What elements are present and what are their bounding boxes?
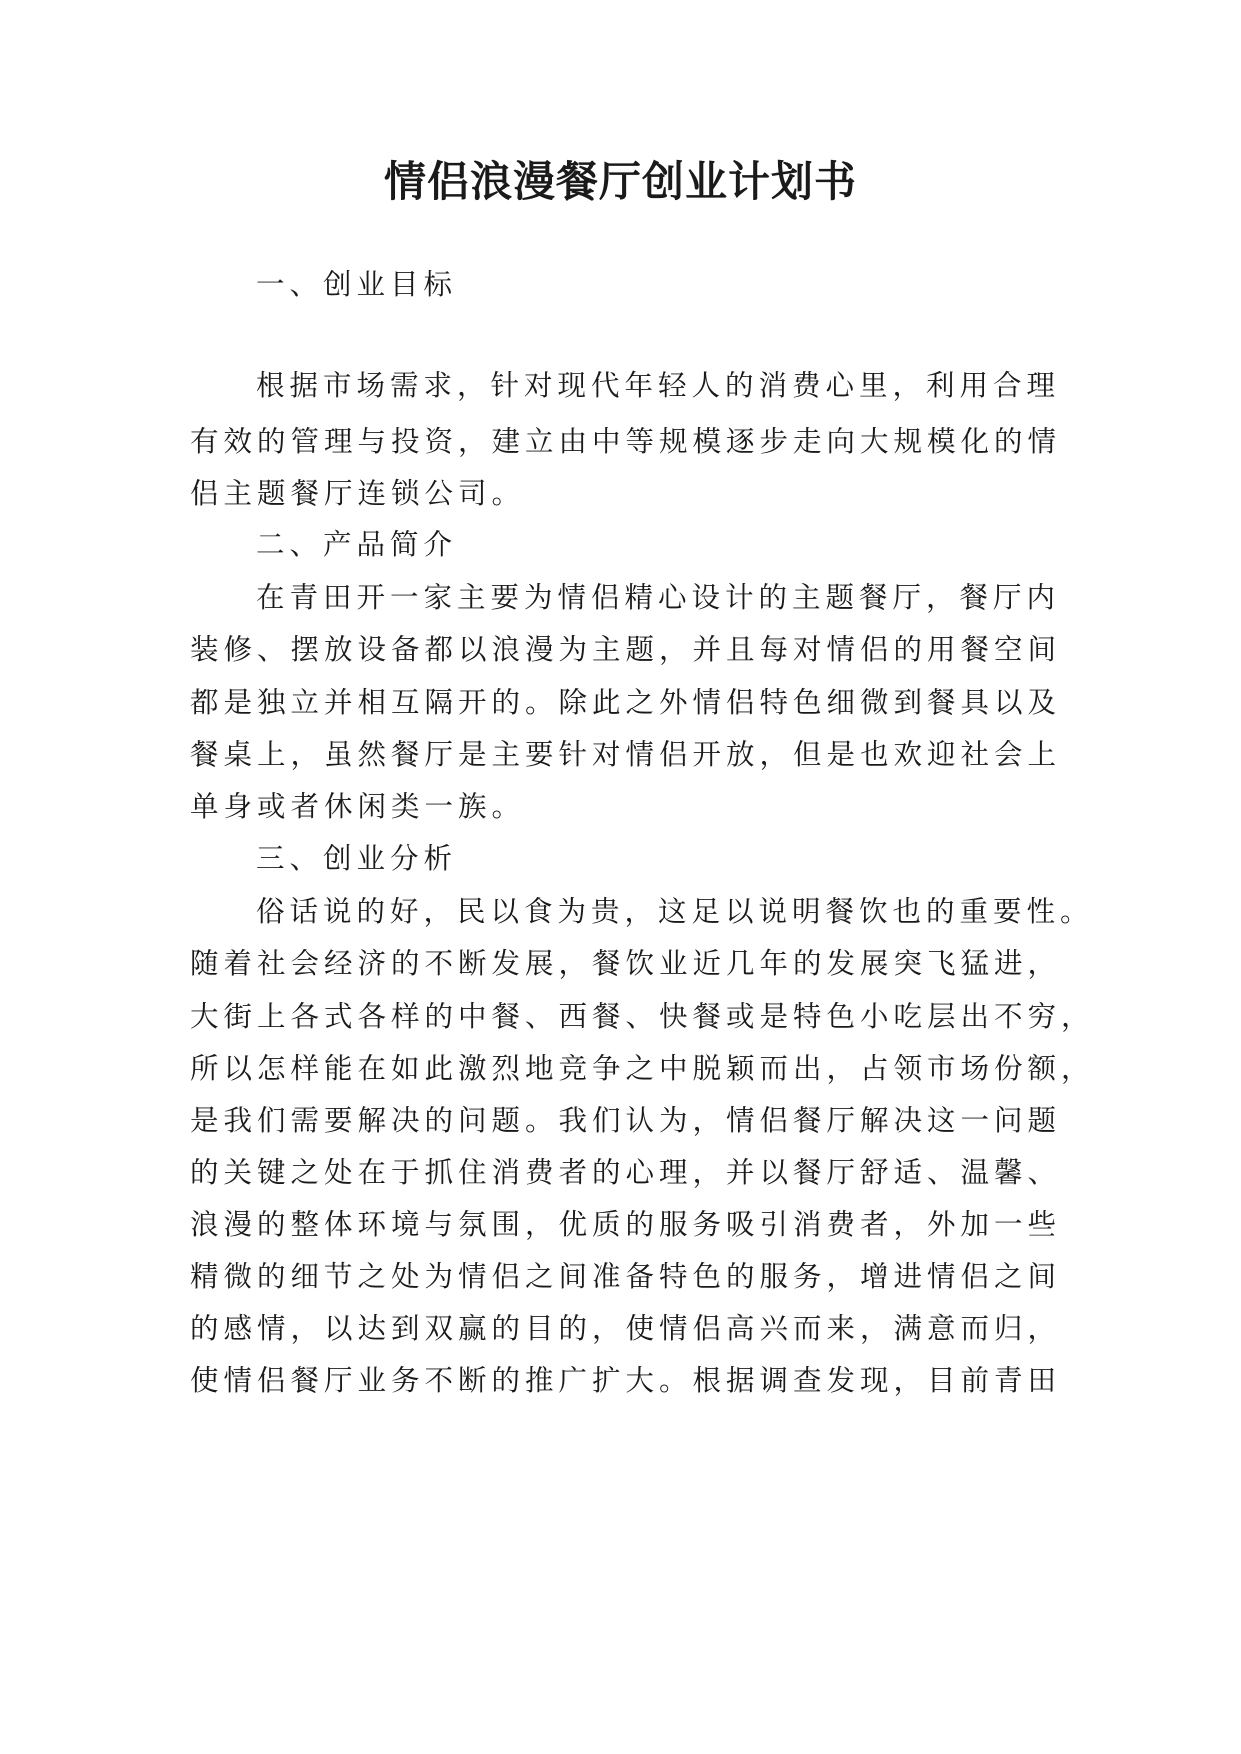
paragraph-line: 装修、摆放设备都以浪漫为主题，并且每对情侣的用餐空间 [190, 633, 1062, 666]
paragraph-line: 单身或者休闲类一族。 [190, 790, 526, 823]
paragraph-line: 有效的管理与投资，建立由中等规模逐步走向大规模化的情 [190, 425, 1062, 458]
paragraph-line: 都是独立并相互隔开的。除此之外情侣特色细微到餐具以及 [190, 686, 1062, 719]
paragraph-line: 随着社会经济的不断发展，餐饮业近几年的发展突飞猛进， [190, 947, 1062, 980]
section-heading-product: 二、产品简介 [256, 528, 458, 561]
paragraph-line: 俗话说的好，民以食为贵，这足以说明餐饮也的重要性。 [256, 895, 1094, 928]
paragraph-line: 餐桌上，虽然餐厅是主要针对情侣开放，但是也欢迎社会上 [190, 738, 1062, 771]
paragraph-line: 是我们需要解决的问题。我们认为，情侣餐厅解决这一问题 [190, 1104, 1062, 1137]
section-heading-analysis: 三、创业分析 [256, 842, 458, 875]
paragraph-line: 的感情，以达到双赢的目的，使情侣高兴而来，满意而归， [190, 1312, 1062, 1345]
document-title: 情侣浪漫餐厅创业计划书 [383, 157, 857, 206]
section-heading-goal: 一、创业目标 [256, 268, 458, 301]
paragraph-line: 使情侣餐厅业务不断的推广扩大。根据调查发现，目前青田 [190, 1364, 1062, 1397]
paragraph-line: 精微的细节之处为情侣之间准备特色的服务，增进情侣之间 [190, 1260, 1062, 1293]
paragraph-line: 的关键之处在于抓住消费者的心理，并以餐厅舒适、温馨、 [190, 1156, 1062, 1189]
paragraph-line: 根据市场需求，针对现代年轻人的消费心里，利用合理 [256, 369, 1061, 402]
paragraph-line: 浪漫的整体环境与氛围，优质的服务吸引消费者，外加一些 [190, 1208, 1062, 1241]
paragraph-line: 所以怎样能在如此激烈地竞争之中脱颖而出，占领市场份额， [190, 1052, 1095, 1085]
paragraph-line: 在青田开一家主要为情侣精心设计的主题餐厅，餐厅内 [256, 581, 1061, 614]
paragraph-line: 侣主题餐厅连锁公司。 [190, 477, 526, 510]
paragraph-line: 大街上各式各样的中餐、西餐、快餐或是特色小吃层出不穷， [190, 1000, 1095, 1033]
